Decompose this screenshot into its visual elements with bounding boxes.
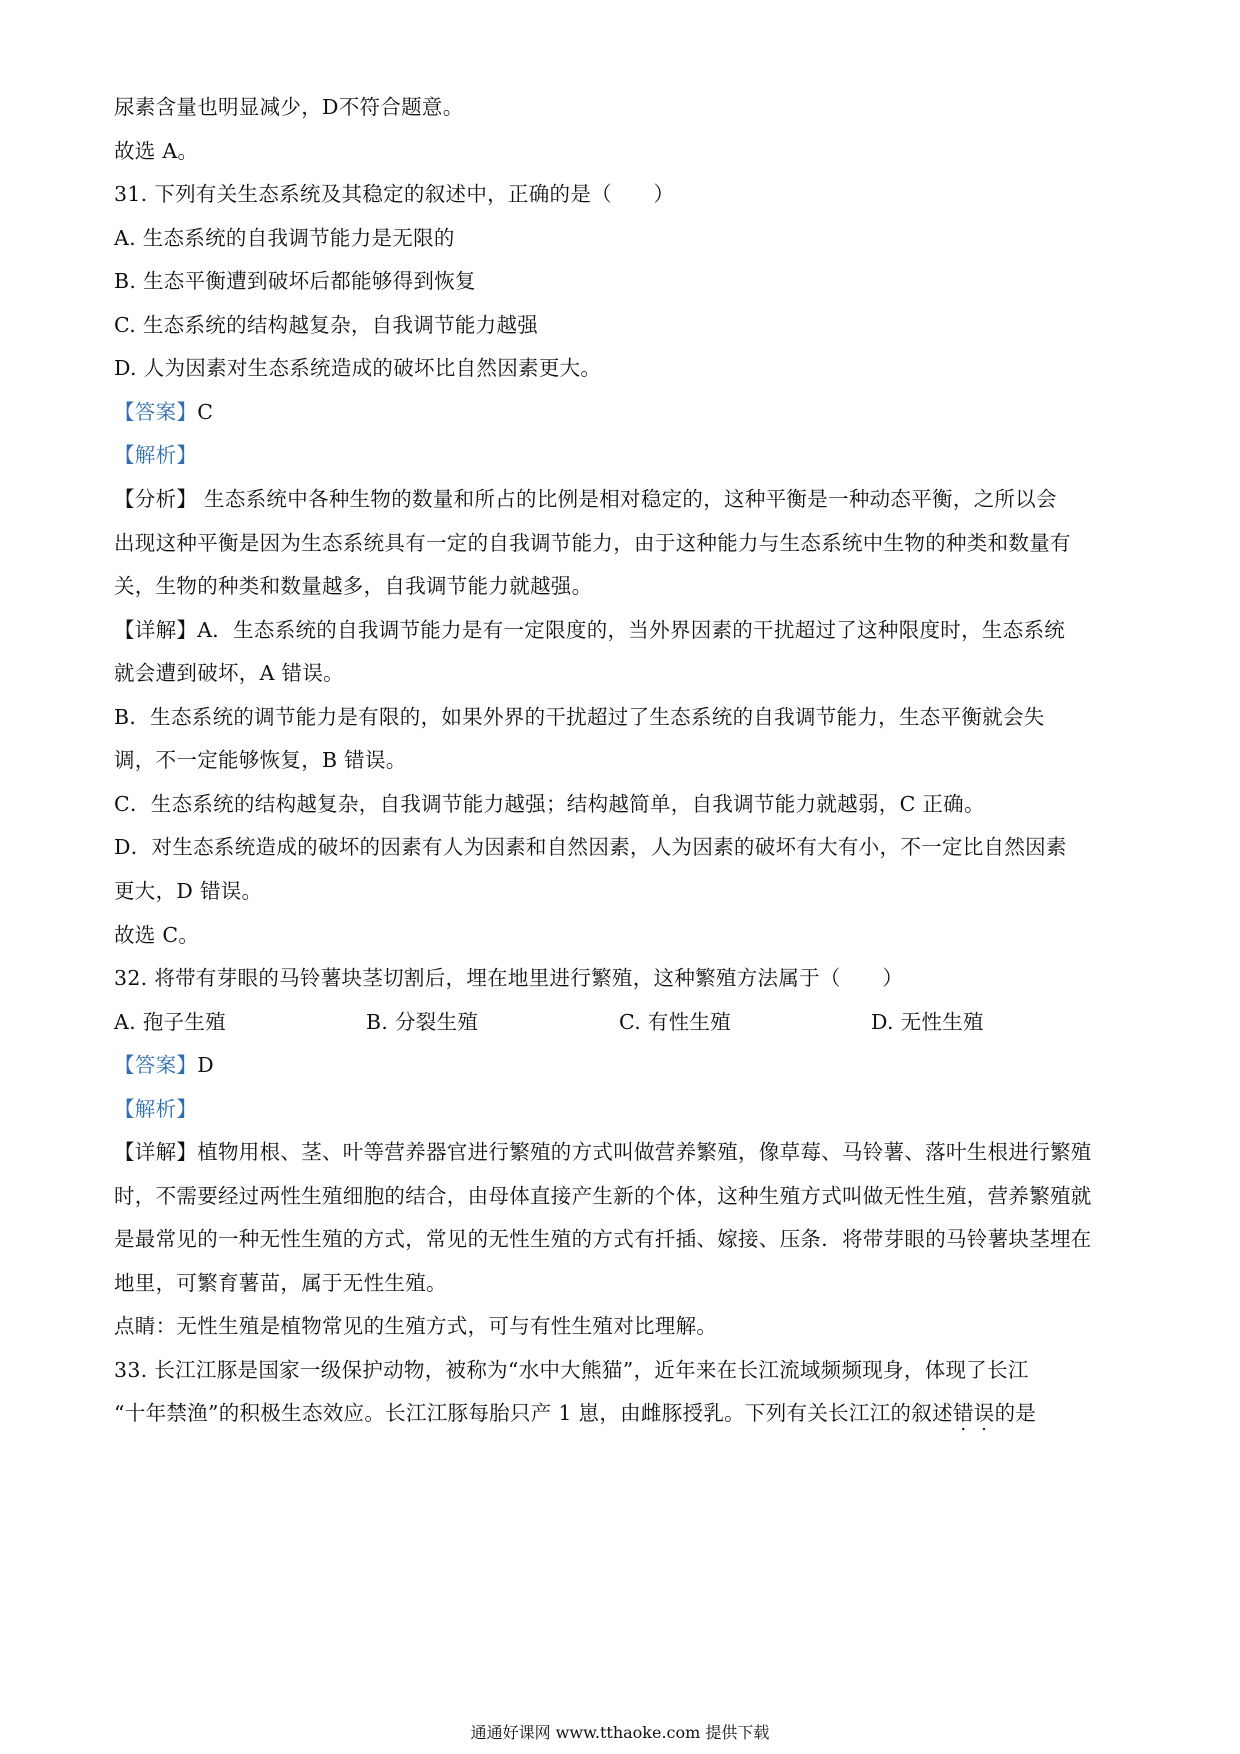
- analysis-tag: 【解析】: [114, 443, 198, 467]
- text-line: 是最常见的一种无性生殖的方式，常见的无性生殖的方式有扦插、嫁接、压条．将带芽眼的马铃薯块茎埋在: [114, 1227, 1092, 1251]
- text-line: 就会遭到破坏，A 错误。: [114, 661, 344, 685]
- q32-option-d: D. 无性生殖: [871, 1010, 984, 1034]
- text-line: 时，不需要经过两性生殖细胞的结合，由母体直接产生新的个体，这种生殖方式叫做无性生殖，营养繁殖就: [114, 1184, 1092, 1208]
- answer-tag: 【答案】: [114, 1053, 198, 1077]
- fenxi-tag: 【分析】: [114, 487, 198, 511]
- text-line: 尿素含量也明显减少，D不符合题意。: [114, 95, 464, 119]
- emphasis-char: 错: [952, 1401, 974, 1425]
- q31-option-a: A. 生态系统的自我调节能力是无限的: [114, 226, 455, 250]
- page-footer: 通通好课网 www.tthaoke.com 提供下载: [470, 1723, 770, 1742]
- emphasis-char: 误: [973, 1401, 995, 1425]
- xiangjie-text: A．生态系统的自我调节能力是有一定限度的，当外界因素的干扰超过了这种限度时，生态系统: [197, 618, 1066, 642]
- q31-answer: [114, 398, 213, 426]
- q31-fenxi-line: [114, 485, 1057, 513]
- q32-xiangjie-line: [114, 1138, 1092, 1166]
- question-33-cont: [114, 1399, 1036, 1427]
- text-line: D．对生态系统造成的破坏的因素有人为因素和自然因素，人为因素的破坏有大有小，不一定比自然因素: [114, 835, 1067, 859]
- q32-analysis-heading: [114, 1095, 197, 1123]
- xiangjie-text: 植物用根、茎、叶等营养器官进行繁殖的方式叫做营养繁殖，像草莓、马铃薯、落叶生根进行繁殖: [197, 1140, 1092, 1164]
- q33-text-end: 的是: [994, 1401, 1037, 1425]
- q31-option-b: B. 生态平衡遭到破坏后都能够得到恢复: [114, 269, 476, 293]
- dianjing-line: 点睛：无性生殖是植物常见的生殖方式，可与有性生殖对比理解。: [114, 1314, 718, 1338]
- text-line: 地里，可繁育薯苗，属于无性生殖。: [114, 1271, 447, 1295]
- answer-value: C: [197, 400, 214, 424]
- q32-answer: [114, 1051, 214, 1079]
- answer-value: D: [197, 1053, 214, 1077]
- question-32: 32. 将带有芽眼的马铃薯块茎切割后，埋在地里进行繁殖，这种繁殖方法属于（ ）: [114, 966, 904, 990]
- text-line: 故选 C。: [114, 923, 200, 947]
- q32-option-a: A. 孢子生殖: [114, 1010, 226, 1034]
- q31-xiangjie-line: [114, 616, 1065, 644]
- text-line: C．生态系统的结构越复杂，自我调节能力越强；结构越简单，自我调节能力就越弱，C 正确。: [114, 792, 985, 816]
- q32-option-c: C. 有性生殖: [619, 1010, 732, 1034]
- answer-tag: 【答案】: [114, 400, 198, 424]
- text-line: 故选 A。: [114, 139, 199, 163]
- q32-option-b: B. 分裂生殖: [366, 1010, 479, 1034]
- question-33: 33. 长江江豚是国家一级保护动物，被称为“水中大熊猫”，近年来在长江流域频频现身，体现了长江: [114, 1358, 1029, 1382]
- text-line: 关，生物的种类和数量越多，自我调节能力就越强。: [114, 574, 593, 598]
- text-line: B．生态系统的调节能力是有限的，如果外界的干扰超过了生态系统的自我调节能力，生态平衡就会失: [114, 705, 1045, 729]
- xiangjie-tag: 【详解】: [114, 1140, 198, 1164]
- q31-option-c: C. 生态系统的结构越复杂，自我调节能力越强: [114, 313, 539, 337]
- q31-analysis-heading: [114, 441, 197, 469]
- analysis-tag: 【解析】: [114, 1097, 198, 1121]
- text-line: 更大，D 错误。: [114, 879, 263, 903]
- q31-option-d: D. 人为因素对生态系统造成的破坏比自然因素更大。: [114, 356, 602, 380]
- fenxi-text: 生态系统中各种生物的数量和所占的比例是相对稳定的，这种平衡是一种动态平衡，之所以会: [197, 487, 1057, 511]
- q33-text: “十年禁渔”的积极生态效应。长江江豚每胎只产 1 崽，由雌豚授乳。下列有关长江江的叙述: [114, 1401, 953, 1425]
- xiangjie-tag: 【详解】: [114, 618, 198, 642]
- text-line: 调，不一定能够恢复，B 错误。: [114, 748, 407, 772]
- text-line: 出现这种平衡是因为生态系统具有一定的自我调节能力，由于这种能力与生态系统中生物的种类和数量有: [114, 531, 1071, 555]
- question-31: 31. 下列有关生态系统及其稳定的叙述中，正确的是（ ）: [114, 182, 675, 206]
